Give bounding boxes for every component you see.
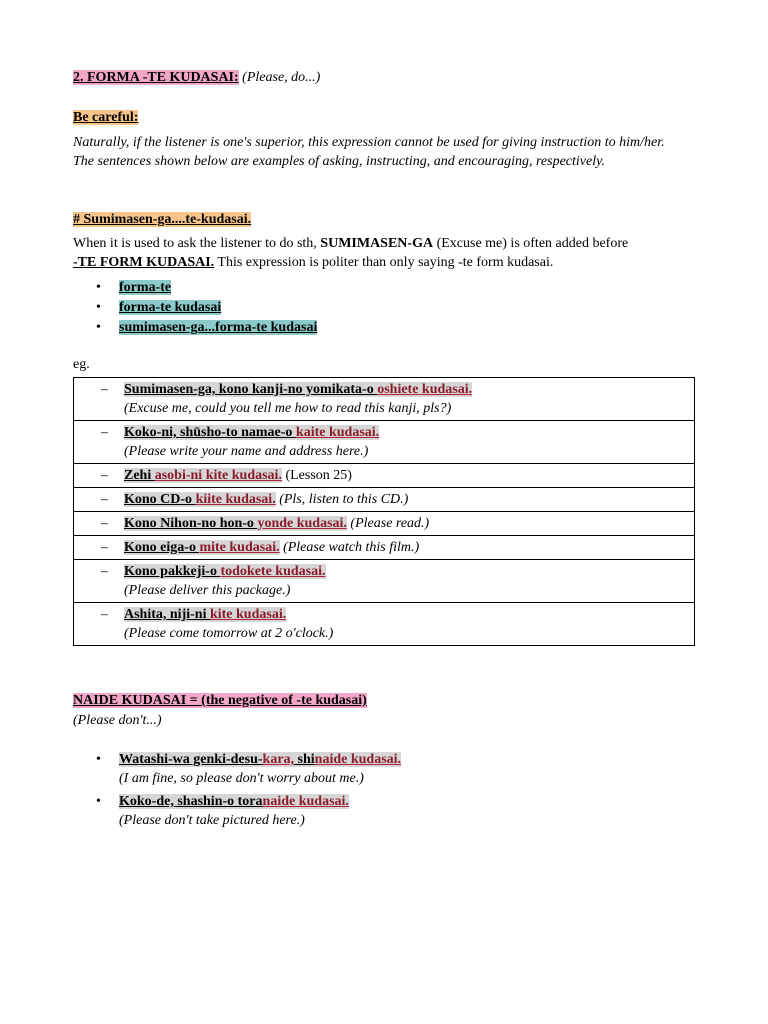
example-note: (Please read.) — [346, 516, 430, 531]
example-text: Watashi-wa genki-desu- — [119, 752, 263, 767]
example-verb: mite kudasai. — [199, 540, 280, 555]
translation-text: (Please don't take pictured here.) — [119, 813, 305, 828]
list-item-text: forma-te kudasai — [119, 300, 222, 315]
table-row — [74, 488, 695, 512]
sumimasen-heading: # Sumimasen-ga....te-kudasai. — [73, 212, 252, 227]
example-text: Kono Nihon-no hon-o — [124, 516, 258, 531]
careful-label-line — [73, 109, 138, 127]
para-text: (Excuse me) is often added before — [436, 236, 629, 251]
sumimasen-paragraph-line-1 — [73, 235, 628, 253]
example-sentence — [74, 538, 694, 557]
translation-text: (Please write your name and address here.) — [124, 444, 369, 459]
example-note: (Lesson 25) — [281, 468, 352, 483]
example-verb: naide kudasai. — [262, 794, 349, 809]
example-verb: todokete kudasai. — [220, 564, 326, 579]
para-text: This expression is politer than only saying -te form kudasai. — [217, 255, 554, 270]
example-text: Koko-ni, shūsho-to namae-o — [124, 425, 296, 440]
example-text: Zehi — [124, 468, 155, 483]
list-item — [73, 318, 317, 338]
translation-text: (I am fine, so please don't worry about me.) — [119, 771, 364, 786]
table-row — [74, 421, 695, 464]
examples-table — [73, 377, 695, 646]
section-title-note: (Please, do...) — [242, 70, 321, 85]
example-verb: naide kudasai. — [314, 752, 402, 767]
example-translation — [74, 442, 694, 461]
example-translation — [74, 399, 694, 418]
list-item — [73, 298, 317, 318]
example-text: Sumimasen-ga, kono kanji-no yomikata-o — [124, 382, 378, 397]
section-heading — [73, 69, 320, 87]
naide-note: (Please don't...) — [73, 713, 162, 728]
eg-label: eg. — [73, 357, 90, 372]
naide-heading: NAIDE KUDASAI = (the negative of -te kudasai) — [73, 693, 367, 708]
translation-text: (Please come tomorrow at 2 o'clock.) — [124, 626, 334, 641]
para-text: When it is used to ask the listener to do sth, — [73, 236, 317, 251]
example-verb: kara, — [262, 752, 295, 767]
example-translation — [74, 581, 694, 600]
careful-label: Be careful: — [73, 110, 139, 125]
example-verb: asobi-ni kite kudasai. — [154, 468, 282, 483]
example-sentence — [74, 605, 694, 624]
list-item-text: sumimasen-ga...forma-te kudasai — [119, 320, 318, 335]
naide-examples-list — [73, 750, 401, 834]
table-row — [74, 378, 695, 421]
section-title: 2. FORMA -TE KUDASAI: — [73, 70, 239, 85]
careful-text: Naturally, if the listener is one's superior, this expression cannot be used for giving instruction to him/her. The sentences shown below are examples of asking, instructing, and encouraging, respectively. — [73, 135, 665, 169]
table-row — [74, 512, 695, 536]
example-translation — [74, 624, 694, 643]
example-sentence — [74, 514, 694, 533]
forms-list — [73, 278, 317, 338]
list-item — [73, 750, 401, 788]
table-row — [74, 560, 695, 603]
sumimasen-paragraph-line-2 — [73, 254, 553, 272]
example-sentence — [74, 466, 694, 485]
sumimasen-heading-line — [73, 211, 251, 229]
list-item — [73, 278, 317, 298]
example-text: Kono pakkeji-o — [124, 564, 221, 579]
list-item — [73, 792, 401, 830]
example-verb: kiite kudasai. — [195, 492, 276, 507]
example-sentence — [74, 562, 694, 581]
example-verb: kite kudasai. — [209, 607, 287, 622]
translation-text: (Excuse me, could you tell me how to read this kanji, pls?) — [124, 401, 452, 416]
para-bold-term: SUMIMASEN-GA — [320, 236, 434, 251]
example-text: Koko-de, shashin-o tora — [119, 794, 263, 809]
example-note: (Pls, listen to this CD.) — [275, 492, 409, 507]
table-row — [74, 464, 695, 488]
example-verb: oshiete kudasai. — [377, 382, 473, 397]
example-text: Kono eiga-o — [124, 540, 200, 555]
translation-text: (Please deliver this package.) — [124, 583, 291, 598]
naide-heading-line — [73, 692, 367, 710]
example-sentence — [74, 423, 694, 442]
example-text: Ashita, niji-ni — [124, 607, 210, 622]
example-sentence — [74, 380, 694, 399]
table-row — [74, 603, 695, 646]
example-note: (Please watch this film.) — [279, 540, 420, 555]
table-row — [74, 536, 695, 560]
example-text: shi — [294, 752, 315, 767]
example-text: Kono CD-o — [124, 492, 196, 507]
example-sentence — [74, 490, 694, 509]
example-verb: kaite kudasai. — [295, 425, 380, 440]
example-verb: yonde kudasai. — [257, 516, 347, 531]
para-bold-term: -TE FORM KUDASAI. — [73, 255, 215, 270]
list-item-text: forma-te — [119, 280, 172, 295]
